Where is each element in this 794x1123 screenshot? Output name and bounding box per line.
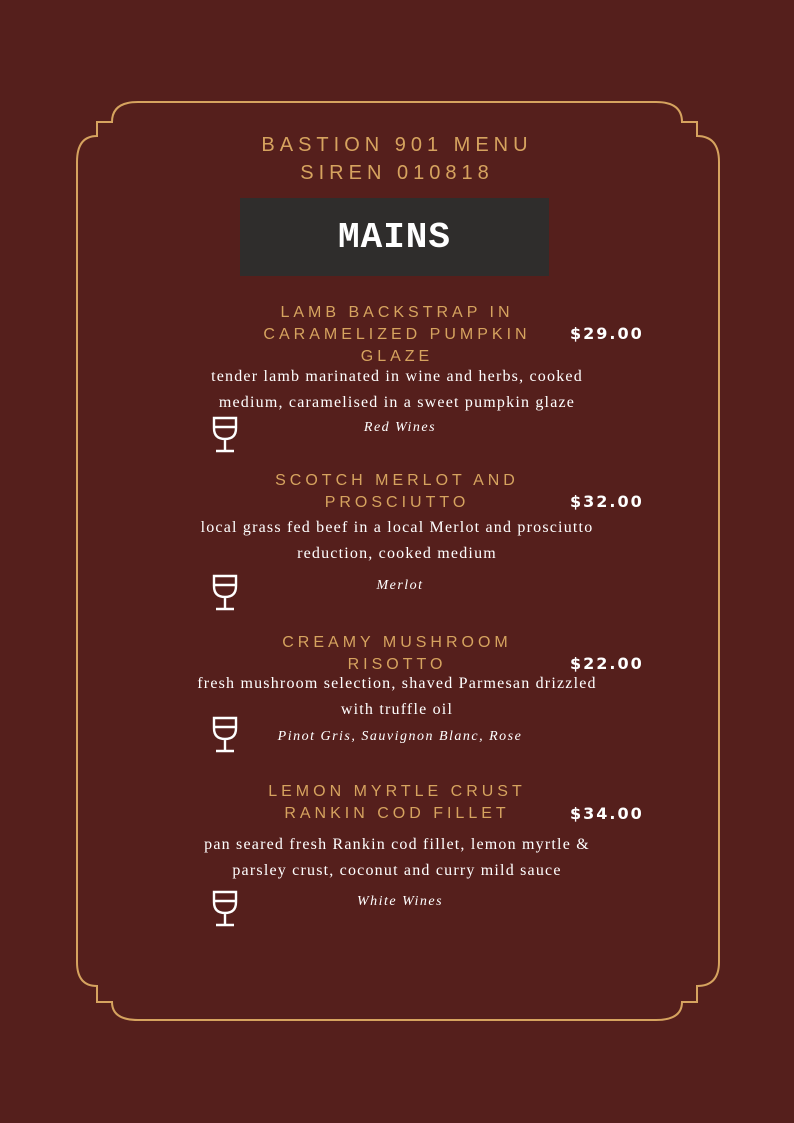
dish-title-line: LAMB BACKSTRAP IN	[280, 304, 514, 321]
dish-title-line: SCOTCH MERLOT AND	[275, 472, 519, 489]
dish-description-line: parsley crust, coconut and curry mild sauce	[232, 862, 562, 879]
dish-price: $29.00	[570, 324, 644, 343]
menu-title: BASTION 901 MENU	[261, 134, 533, 156]
dish-description-line: with truffle oil	[340, 701, 454, 718]
wine-glass-icon	[210, 716, 240, 754]
menu-subtitle: SIREN 010818	[300, 162, 494, 184]
dish-description	[140, 832, 654, 884]
wine-pairing: Pinot Gris, Sauvignon Blanc, Rose	[277, 729, 523, 744]
dish-description	[140, 515, 654, 567]
dish-price: $34.00	[570, 804, 644, 823]
dish-title-line: GLAZE	[360, 348, 434, 365]
dish-title	[244, 781, 550, 825]
dish-description-line: fresh mushroom selection, shaved Parmesan drizzled	[197, 675, 597, 692]
dish-price: $22.00	[570, 654, 644, 673]
dish-price: $32.00	[570, 492, 644, 511]
dish-description-line: medium, caramelised in a sweet pumpkin glaze	[218, 394, 576, 411]
dish-description-line: reduction, cooked medium	[297, 545, 497, 562]
dish-title-line: RANKIN COD FILLET	[284, 805, 510, 822]
dish-title-line: LEMON MYRTLE CRUST	[268, 783, 526, 800]
dish-title-line: PROSCIUTTO	[324, 494, 470, 511]
section-title: MAINS	[337, 216, 452, 258]
dish-description	[140, 364, 654, 416]
dish-title	[244, 302, 550, 368]
dish-description-line: local grass fed beef in a local Merlot and prosciutto	[200, 519, 594, 536]
dish-title	[244, 632, 550, 676]
wine-pairing: Merlot	[376, 578, 424, 593]
dish-title-line: RISOTTO	[347, 656, 447, 673]
wine-glass-icon	[210, 416, 240, 454]
wine-pairing: White Wines	[356, 894, 444, 909]
dish-title-line: CARAMELIZED PUMPKIN	[263, 326, 531, 343]
dish-title-line: CREAMY MUSHROOM	[282, 634, 512, 651]
wine-pairing: Red Wines	[363, 420, 437, 435]
section-banner	[240, 198, 549, 276]
dish-description-line: pan seared fresh Rankin cod fillet, lemon myrtle &	[204, 836, 590, 853]
dish-title	[244, 470, 550, 514]
wine-glass-icon	[210, 574, 240, 612]
dish-description-line: tender lamb marinated in wine and herbs, cooked	[211, 368, 583, 385]
wine-glass-icon	[210, 890, 240, 928]
